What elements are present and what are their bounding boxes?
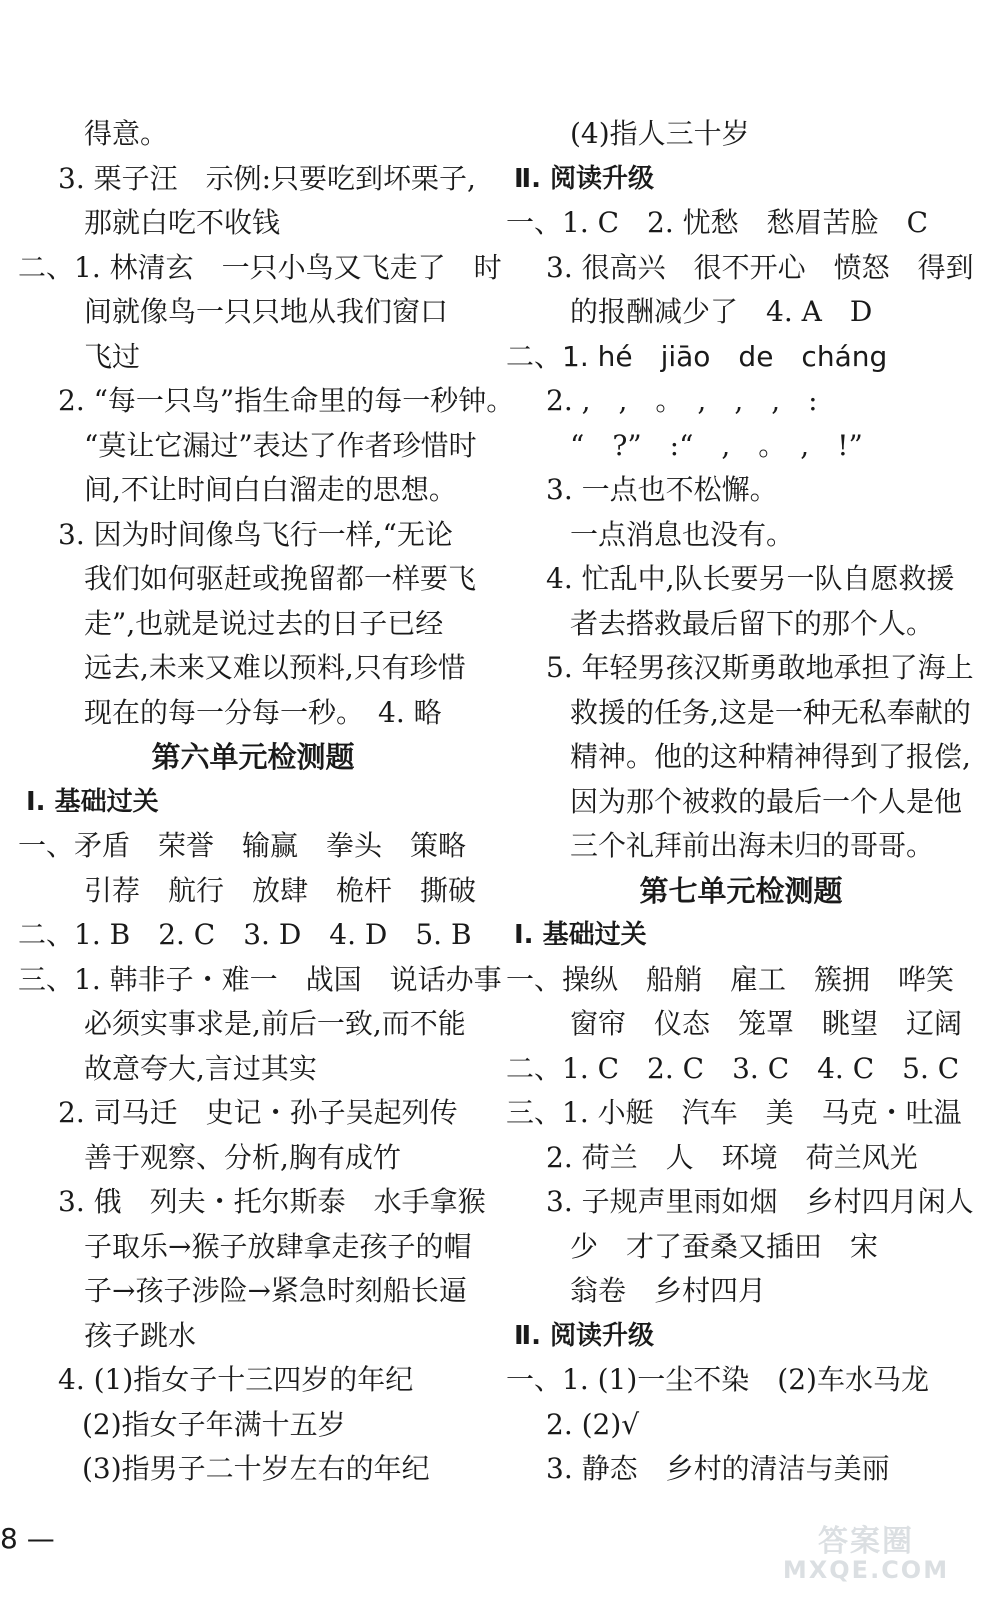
right-column xyxy=(506,112,976,1492)
text-line: “莫让它漏过”表达了作者珍惜时 xyxy=(84,428,477,462)
text-line: 二、1. hé jiāo de cháng xyxy=(506,339,888,373)
section-subtitle: Ⅱ. 阅读升级 xyxy=(514,163,655,194)
text-line: 2. “每一只鸟”指生命里的每一秒钟。 xyxy=(58,384,515,417)
text-line: 4. (1)指女子十三四岁的年纪 xyxy=(58,1363,414,1396)
section-title: 第七单元检测题 xyxy=(639,873,843,908)
text-line: 一、矛盾 荣誉 输赢 拳头 策略 xyxy=(18,829,467,862)
text-line: 一、操纵 船艄 雇工 簇拥 哗笑 xyxy=(506,962,955,996)
text-line: 3. 很高兴 很不开心 愤怒 得到 xyxy=(546,250,974,284)
text-line: 翁卷 乡村四月 xyxy=(570,1274,767,1307)
section-subtitle: Ⅰ. 基础过关 xyxy=(514,920,647,950)
text-line: 5. 年轻男孩汉斯勇敢地承担了海上 xyxy=(546,651,974,684)
left-column xyxy=(18,112,515,1492)
text-line: (4)指人三十岁 xyxy=(570,117,750,150)
text-line: 2. (2)√ xyxy=(546,1407,640,1441)
page-number: 8 — xyxy=(0,1522,55,1555)
text-line: 间,不让时间白白溜走的思想。 xyxy=(84,473,457,506)
text-line: 3. 栗子汪 示例:只要吃到坏栗子, xyxy=(58,161,476,195)
text-line: 的报酬减少了 4. A D xyxy=(570,295,873,328)
text-line: 现在的每一分每一秒。 4. 略 xyxy=(84,695,442,729)
text-line: 者去搭救最后留下的那个人。 xyxy=(570,606,935,640)
text-line: 三个礼拜前出海未归的哥哥。 xyxy=(570,829,935,862)
text-line: 善于观察、分析,胸有成竹 xyxy=(84,1140,401,1174)
text-line: 3. 静态 乡村的清洁与美丽 xyxy=(546,1452,890,1485)
text-line: 因为那个被救的最后一个人是他 xyxy=(570,784,963,818)
section-subtitle: Ⅱ. 阅读升级 xyxy=(514,1320,655,1351)
text-line: 二、1. 林清玄 一只小鸟又飞走了 时 xyxy=(18,250,502,284)
text-line: 子→孩子涉险→紧急时刻船长逼 xyxy=(84,1274,467,1307)
text-line: 二、1. B 2. C 3. D 4. D 5. B xyxy=(18,918,472,951)
text-line: (3)指男子二十岁左右的年纪 xyxy=(82,1452,430,1485)
text-line: “ ?” :“ , 。 , !” xyxy=(570,428,863,462)
text-line: 4. 忙乱中,队长要另一队自愿救援 xyxy=(546,562,955,595)
text-line: 一、1. (1)一尘不染 (2)车水马龙 xyxy=(506,1363,929,1396)
text-line: 必须实事求是,前后一致,而不能 xyxy=(84,1007,466,1040)
text-line: 救援的任务,这是一种无私奉献的 xyxy=(570,695,971,729)
text-line: 一点消息也没有。 xyxy=(570,517,795,551)
text-line: (2)指女子年满十五岁 xyxy=(82,1407,346,1441)
watermark-text: 答案圈 xyxy=(818,1524,914,1559)
text-line: 三、1. 韩非子・难一 战国 说话办事 xyxy=(18,962,502,996)
text-line: 3. 因为时间像鸟飞行一样,“无论 xyxy=(58,517,453,551)
text-line: 2. 司马迁 史记・孙子吴起列传 xyxy=(58,1096,458,1129)
text-line: 三、1. 小艇 汽车 美 马克・吐温 xyxy=(506,1096,962,1129)
text-line: 我们如何驱赶或挽留都一样要飞 xyxy=(84,562,477,595)
text-line: 得意。 xyxy=(84,117,169,150)
text-line: 窗帘 仪态 笼罩 眺望 辽阔 xyxy=(570,1007,963,1040)
text-line: 飞过 xyxy=(84,339,141,373)
text-line: 2. 荷兰 人 环境 荷兰风光 xyxy=(546,1140,918,1174)
text-line: 孩子跳水 xyxy=(84,1318,197,1352)
text-line: 一、1. C 2. 忧愁 愁眉苦脸 C xyxy=(506,206,929,239)
text-line: 3. 子规声里雨如烟 乡村四月闲人 xyxy=(546,1185,974,1218)
text-line: 那就白吃不收钱 xyxy=(84,206,281,239)
text-line: 间就像鸟一只只地从我们窗口 xyxy=(84,295,449,328)
section-title: 第六单元检测题 xyxy=(151,740,355,774)
text-line: 少 才了蚕桑又插田 宋 xyxy=(570,1229,879,1263)
text-line: 2. , , 。 , , , : xyxy=(546,384,818,417)
text-line: 故意夸大,言过其实 xyxy=(84,1051,317,1085)
text-line: 3. 俄 列夫・托尔斯泰 水手拿猴 xyxy=(58,1185,486,1218)
text-line: 走”,也就是说过去的日子已经 xyxy=(84,606,444,640)
text-line: 精神。他的这种精神得到了报偿, xyxy=(570,740,971,773)
text-line: 二、1. C 2. C 3. C 4. C 5. C xyxy=(506,1051,960,1085)
section-subtitle: Ⅰ. 基础过关 xyxy=(26,786,159,817)
watermark-url: MXQE.COM xyxy=(782,1556,950,1584)
text-line: 引荐 航行 放肆 桅杆 撕破 xyxy=(84,873,477,907)
text-line: 3. 一点也不松懈。 xyxy=(546,473,778,506)
watermark-logo xyxy=(756,1516,976,1586)
text-line: 远去,未来又难以预料,只有珍惜 xyxy=(84,651,466,684)
text-line: 子取乐→猴子放肆拿走孩子的帽 xyxy=(84,1229,472,1263)
